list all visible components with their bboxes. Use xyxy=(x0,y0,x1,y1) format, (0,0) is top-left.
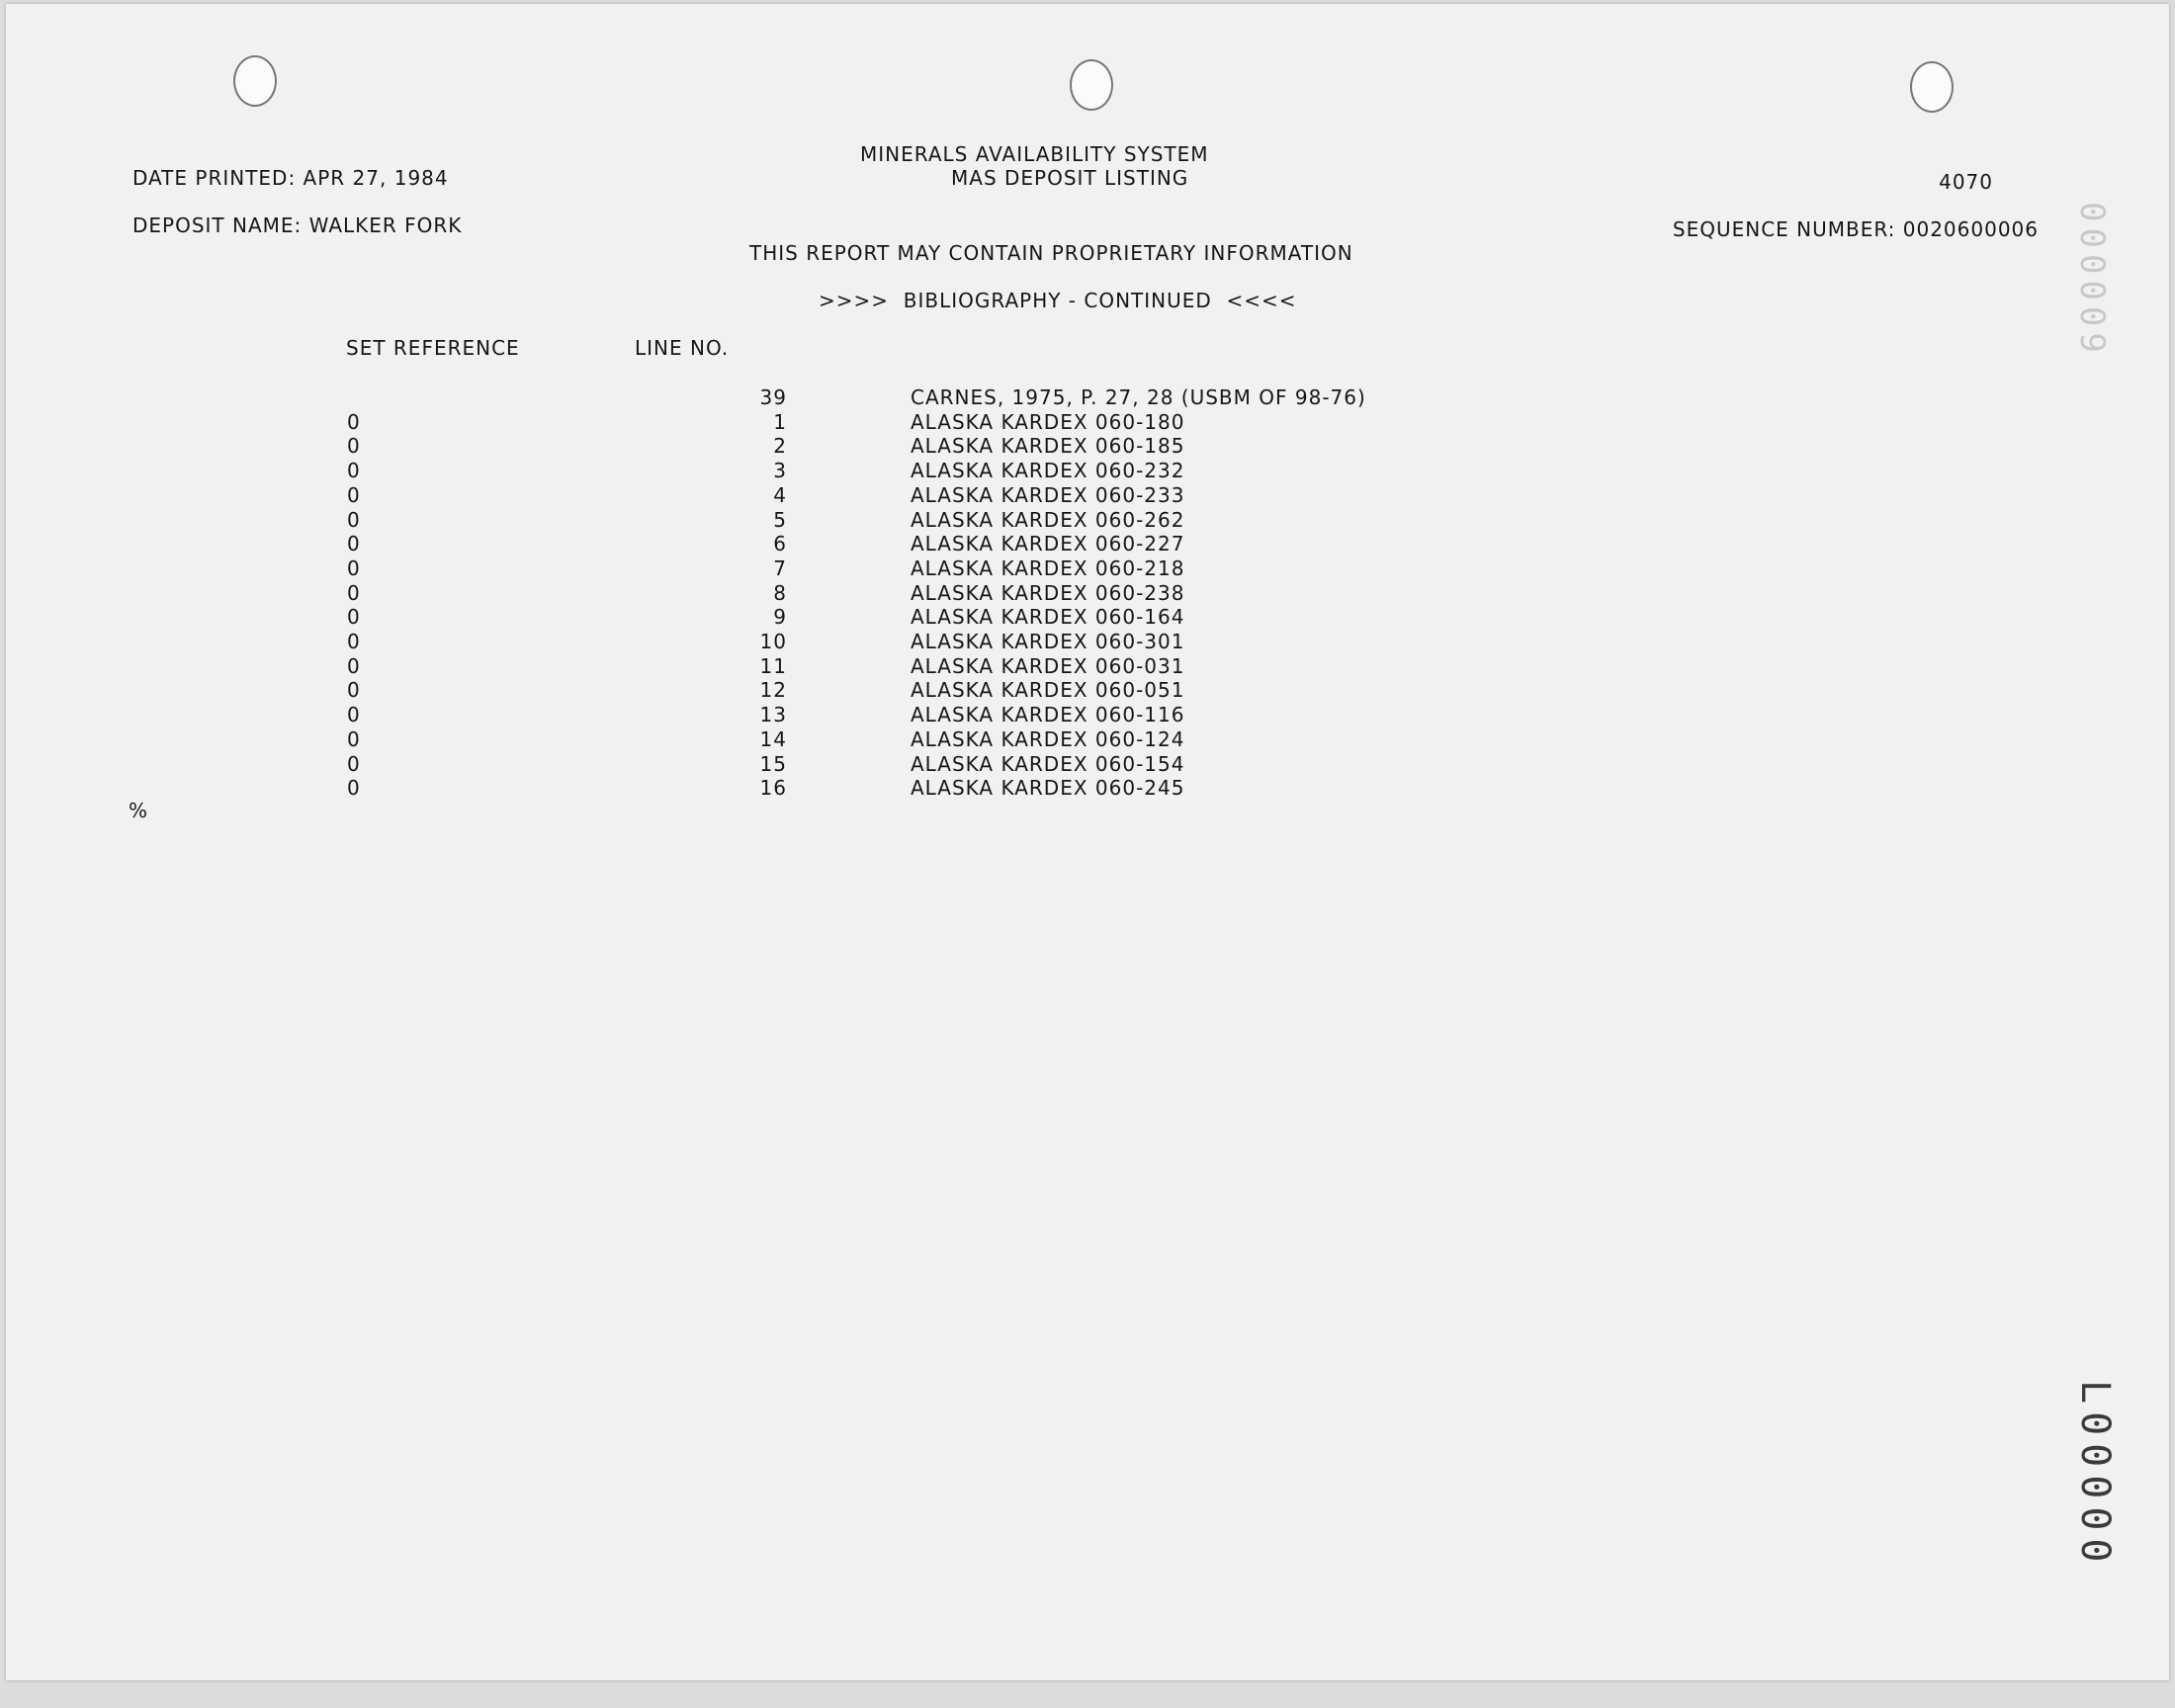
list-item xyxy=(347,752,1435,777)
citation-text: ALASKA KARDEX 060-227 xyxy=(911,532,1185,556)
list-item xyxy=(347,556,1435,581)
list-item xyxy=(347,581,1435,606)
citation-text: ALASKA KARDEX 060-233 xyxy=(911,482,1185,507)
line-number-value: 39 xyxy=(759,385,787,409)
list-item xyxy=(347,459,1435,483)
line-number-value: 2 xyxy=(773,434,787,459)
list-item xyxy=(347,678,1435,703)
list-item xyxy=(347,483,1435,508)
list-item xyxy=(347,630,1435,654)
set-reference-value: 0 xyxy=(347,434,361,459)
citation-text: ALASKA KARDEX 060-185 xyxy=(911,434,1185,459)
line-number-value: 6 xyxy=(773,532,787,556)
archive-stamp-bottom: L00000 xyxy=(2072,1380,2118,1571)
set-reference-value: 0 xyxy=(347,580,361,605)
line-number-value: 14 xyxy=(759,726,787,751)
column-header-set-reference: SET REFERENCE xyxy=(346,336,520,360)
set-reference-value: 0 xyxy=(347,630,361,653)
list-item xyxy=(347,703,1435,727)
citation-text: ALASKA KARDEX 060-154 xyxy=(911,751,1185,776)
list-item xyxy=(347,410,1435,435)
line-number-value: 5 xyxy=(773,507,787,532)
set-reference-value: 0 xyxy=(347,409,361,434)
deposit-name: DEPOSIT NAME: WALKER FORK xyxy=(132,214,463,237)
citation-text: ALASKA KARDEX 060-051 xyxy=(911,678,1185,703)
citation-text: ALASKA KARDEX 060-124 xyxy=(911,726,1185,751)
binder-hole-center xyxy=(1070,59,1113,111)
citation-text: ALASKA KARDEX 060-164 xyxy=(911,605,1185,630)
line-number-value: 15 xyxy=(759,751,787,776)
citation-text: ALASKA KARDEX 060-232 xyxy=(911,459,1185,483)
citation-text: CARNES, 1975, P. 27, 28 (USBM OF 98-76) xyxy=(911,385,1366,409)
section-title: >>>> BIBLIOGRAPHY - CONTINUED <<<< xyxy=(819,289,1297,312)
line-number-value: 16 xyxy=(759,776,787,801)
citation-text: ALASKA KARDEX 060-218 xyxy=(911,555,1185,580)
set-reference-value: 0 xyxy=(347,751,361,776)
line-number-value: 3 xyxy=(773,459,787,483)
page-number: 4070 xyxy=(1939,170,1993,194)
set-reference-value: 0 xyxy=(347,703,361,727)
line-number-value: 12 xyxy=(759,678,787,703)
date-printed: DATE PRINTED: APR 27, 1984 xyxy=(132,166,449,190)
set-reference-value: 0 xyxy=(347,459,361,483)
set-reference-value: 0 xyxy=(347,776,361,801)
set-reference-value: 0 xyxy=(347,726,361,751)
list-item xyxy=(347,654,1435,679)
set-reference-value: 0 xyxy=(347,653,361,678)
set-reference-value: 0 xyxy=(347,507,361,532)
line-number-value: 4 xyxy=(773,482,787,507)
list-item xyxy=(347,508,1435,533)
report-page xyxy=(6,4,2169,1680)
list-item xyxy=(347,434,1435,459)
list-item xyxy=(347,532,1435,556)
sequence-number: SEQUENCE NUMBER: 0020600006 xyxy=(1672,217,2039,241)
list-item xyxy=(347,385,1435,410)
set-reference-value: 0 xyxy=(347,482,361,507)
archive-stamp-top: 000009 xyxy=(2072,202,2112,359)
proprietary-notice: THIS REPORT MAY CONTAIN PROPRIETARY INFORMATION xyxy=(749,241,1353,265)
line-number-value: 13 xyxy=(759,703,787,727)
citation-text: ALASKA KARDEX 060-180 xyxy=(911,409,1185,434)
footer-mark: % xyxy=(129,799,149,822)
citation-text: ALASKA KARDEX 060-245 xyxy=(911,776,1185,801)
listing-title: MAS DEPOSIT LISTING xyxy=(951,166,1189,190)
list-item xyxy=(347,727,1435,752)
set-reference-value: 0 xyxy=(347,605,361,630)
binder-hole-left xyxy=(233,55,277,107)
list-item xyxy=(347,776,1435,801)
citation-text: ALASKA KARDEX 060-031 xyxy=(911,653,1185,678)
citation-text: ALASKA KARDEX 060-238 xyxy=(911,580,1185,605)
citation-text: ALASKA KARDEX 060-116 xyxy=(911,703,1185,727)
line-number-value: 1 xyxy=(773,409,787,434)
list-item xyxy=(347,605,1435,630)
line-number-value: 8 xyxy=(773,580,787,605)
set-reference-value: 0 xyxy=(347,555,361,580)
set-reference-value: 0 xyxy=(347,678,361,703)
line-number-value: 11 xyxy=(759,653,787,678)
citation-text: ALASKA KARDEX 060-301 xyxy=(911,630,1185,653)
line-number-value: 9 xyxy=(773,605,787,630)
binder-hole-right xyxy=(1910,61,1954,113)
column-header-line-no: LINE NO. xyxy=(635,336,730,360)
set-reference-value: 0 xyxy=(347,532,361,556)
citation-text: ALASKA KARDEX 060-262 xyxy=(911,507,1185,532)
line-number-value: 7 xyxy=(773,555,787,580)
line-number-value: 10 xyxy=(759,630,787,653)
system-title: MINERALS AVAILABILITY SYSTEM xyxy=(860,142,1209,166)
